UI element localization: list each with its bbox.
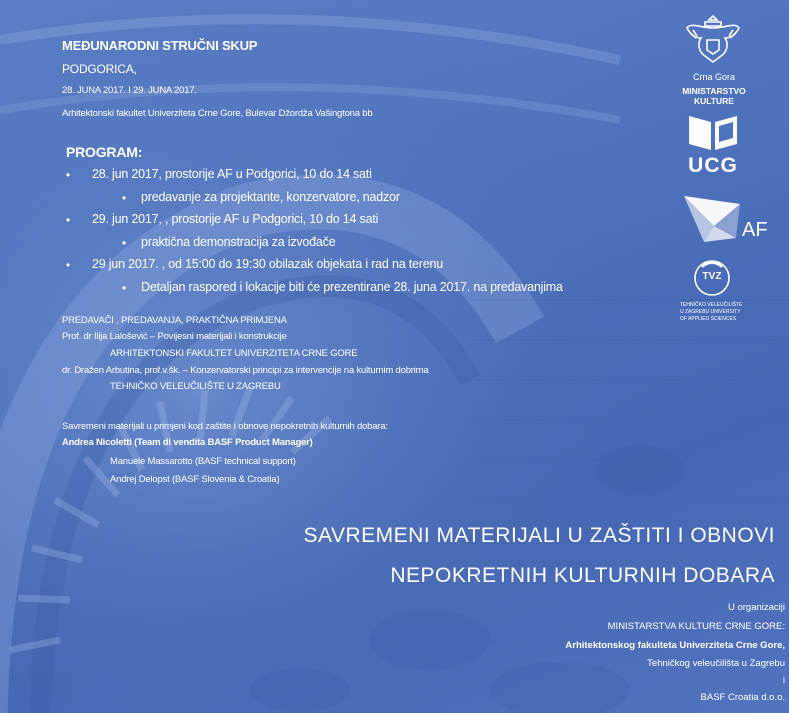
program-subitem: predavanje za projektante, konzervatore, nadzor	[141, 190, 400, 204]
lecturer-line: Prof. dr Ilija Lalošević – Povijesni materijali i konstrukcije	[62, 331, 287, 342]
event-venue: Arhitektonski fakultet Univerziteta Crne Gore, Bulevar Džordža Vašingtona bb	[62, 108, 373, 119]
program-item: 29. jun 2017, , prostorije AF u Podgorici, 10 do 14 sati	[92, 212, 379, 226]
bullet-icon: •	[66, 168, 71, 182]
practical-person: Manuele Massarotto (BASF technical support)	[110, 456, 296, 467]
tvz-logo-line-3: OF APPLIED SCIENCES	[680, 316, 737, 322]
event-title-line-1: SAVREMENI MATERIJALI U ZAŠTITI I OBNOVI	[303, 524, 775, 547]
tvz-logo-line-1: TEHNIČKO VELEUČILIŠTE	[680, 302, 743, 308]
org-and: i	[782, 675, 785, 686]
coat-of-arms-icon	[683, 10, 743, 68]
org-basf: BASF Croatia d.o.o.	[700, 692, 785, 703]
program-item: 29 jun 2017. , od 15:00 do 19:30 obilazak objekata i rad na terenu	[92, 257, 443, 271]
org-intro: U organizaciji	[727, 602, 785, 613]
bullet-icon: •	[66, 213, 71, 227]
lecturer-institution: ARHITEKTONSKI FAKULTET UNIVERZITETA CRNE GORE	[110, 348, 358, 359]
lecturer-line: dr. Dražen Arbutina, prof.v.šk. – Konzervatorski principi za intervencije na kulturnim dobrima	[62, 365, 429, 376]
af-prism-icon	[684, 196, 740, 242]
org-tvz: Tehničkog veleučilišta u Zagrebu	[647, 658, 785, 669]
ministry-logo-line-2: MINISTARSTVO KULTURE	[682, 86, 746, 106]
program-subitem: praktična demonstracija za izvođače	[141, 235, 336, 249]
tvz-logo-text: TVZ	[702, 271, 722, 282]
bullet-icon: •	[122, 191, 127, 205]
program-heading: PROGRAM:	[66, 144, 143, 160]
event-title-line-2: NEPOKRETNIH KULTURNIH DOBARA	[390, 564, 775, 587]
ucg-logo-text: UCG	[688, 154, 738, 177]
af-logo-text: AF	[742, 219, 768, 241]
program-subitem: Detaljan raspored i lokacije biti će prezentirane 28. juna 2017. na predavanjima	[141, 280, 563, 294]
bullet-icon: •	[122, 236, 127, 250]
bullet-icon: •	[66, 258, 71, 272]
book-icon	[687, 112, 739, 152]
program-item: 28. jun 2017, prostorije AF u Podgorici, 10 do 14 sati	[92, 167, 372, 181]
practical-intro: Savremeni materijali u primjeni kod zaštite i obnove nepokretnih kulturnih dobara:	[62, 421, 388, 432]
event-city: PODGORICA,	[62, 62, 137, 76]
practical-lead: Andrea Nicoletti (Team di vendita BASF Product Manager)	[62, 437, 313, 448]
org-faculty: Arhitektonskog fakulteta Univerziteta Crne Gore,	[565, 640, 785, 651]
event-dates: 28. JUNA 2017. I 29. JUNA 2017.	[62, 85, 197, 96]
practical-person: Andrej Delopst (BASF Slovenia & Croatia)	[110, 474, 280, 485]
event-type: MEĐUNARODNI STRUČNI SKUP	[62, 38, 258, 53]
bullet-icon: •	[122, 281, 127, 295]
org-ministry: MINISTARSTVA KULTURE CRNE GORE:	[607, 621, 785, 632]
lecturer-institution: TEHNIČKO VELEUČILIŠTE U ZAGREBU	[110, 381, 281, 392]
ministry-logo-line-1: Crna Gora	[692, 72, 736, 82]
lecturers-heading: PREDAVAČI , PREDAVANJA, PRAKTIČNA PRIMJENA	[62, 315, 287, 326]
tvz-logo-line-2: U ZAGREBU UNIVERSITY	[680, 309, 741, 315]
